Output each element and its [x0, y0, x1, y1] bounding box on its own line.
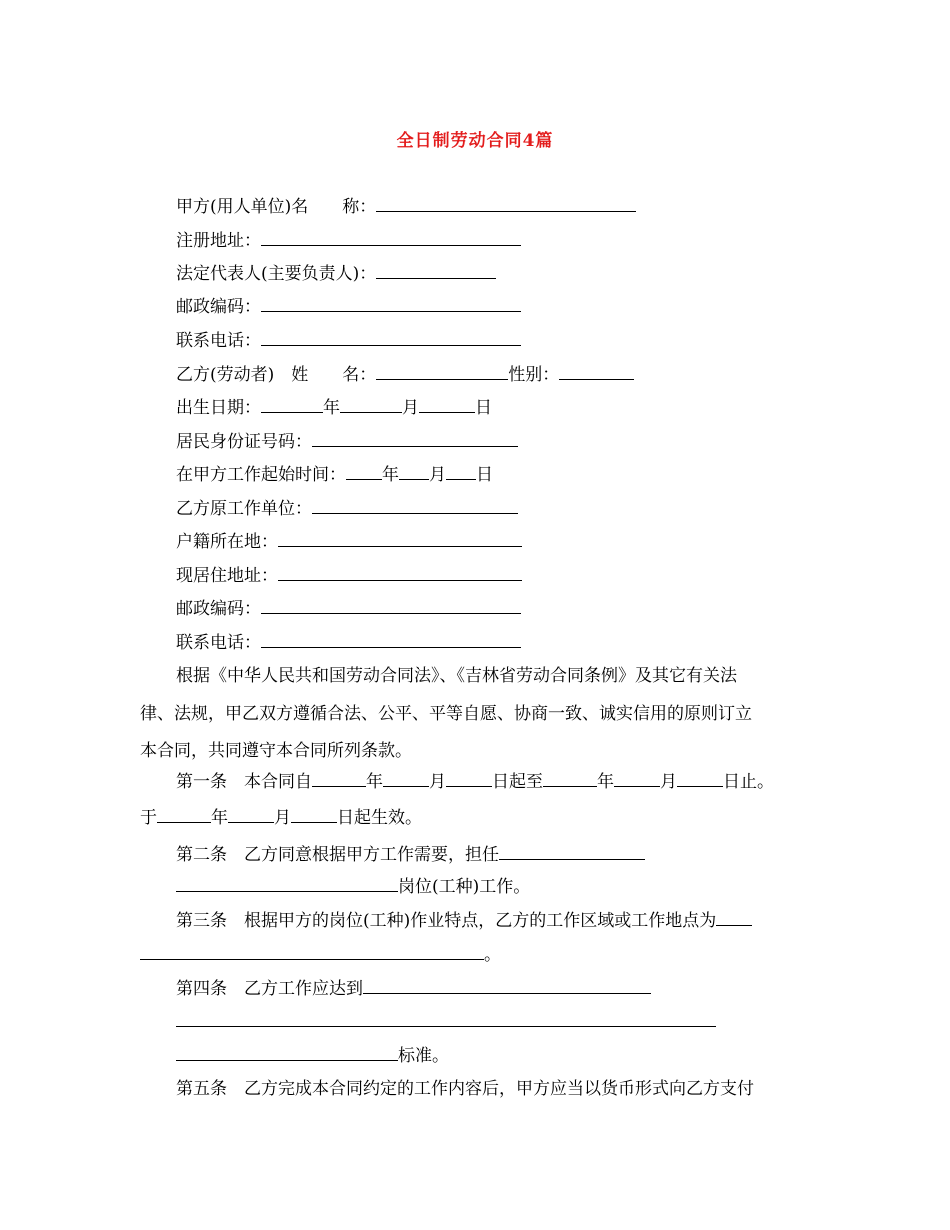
a1-effective-prefix: 于 [140, 808, 157, 828]
postcode-a-blank[interactable] [261, 297, 521, 312]
a4-standard-blank-2[interactable] [176, 1012, 716, 1027]
a1-start-year-blank[interactable] [312, 772, 366, 787]
start-day-unit: 日 [476, 465, 493, 485]
start-time-row [176, 465, 493, 485]
a1-end-year-unit: 年 [597, 772, 614, 792]
article-3-line-2 [140, 945, 501, 965]
a1-end-month-blank[interactable] [614, 772, 660, 787]
a1-start-month-blank[interactable] [383, 772, 429, 787]
birth-date-row [176, 398, 492, 418]
preamble-line-2: 律、法规，甲乙双方遵循合法、公平、平等自愿、协商一致、诚实信用的原则订立 [140, 704, 752, 724]
birth-year-blank[interactable] [261, 398, 323, 413]
a1-end-day-blank[interactable] [677, 772, 723, 787]
prev-employer-row [176, 499, 518, 519]
a1-eff-month-unit: 月 [274, 808, 291, 828]
article-1-line-1 [176, 772, 774, 792]
phone-a-row [176, 331, 521, 351]
postcode-a-label: 邮政编码： [176, 297, 261, 317]
a1-end-label: 日止。 [723, 772, 774, 792]
article-3-end: 。 [484, 945, 501, 965]
a3-location-blank-2[interactable] [140, 945, 484, 960]
party-b-name-blank[interactable] [376, 365, 508, 380]
household-reg-blank[interactable] [278, 532, 522, 547]
gender-blank[interactable] [559, 365, 634, 380]
id-number-blank[interactable] [312, 432, 518, 447]
article-1-line-2 [140, 808, 422, 828]
postcode-b-blank[interactable] [261, 599, 521, 614]
reg-address-blank[interactable] [261, 231, 521, 246]
phone-b-label: 联系电话： [176, 633, 261, 653]
article-3-text: 第三条 根据甲方的岗位(工种)作业特点，乙方的工作区域或工作地点为 [176, 911, 717, 931]
a1-effective-end: 日起生效。 [337, 808, 422, 828]
a4-standard-blank-1[interactable] [363, 979, 651, 994]
a3-location-blank-1[interactable] [716, 911, 752, 926]
household-reg-label: 户籍所在地： [176, 532, 278, 552]
party-b-name-label: 乙方(劳动者) 姓 名： [176, 365, 377, 385]
article-4-line-2 [176, 1012, 716, 1032]
gender-label: 性别： [508, 365, 560, 385]
article-2-line-1 [176, 845, 645, 865]
birth-day-blank[interactable] [419, 398, 475, 413]
birth-month-blank[interactable] [340, 398, 402, 413]
current-address-label: 现居住地址： [176, 566, 278, 586]
a1-start-year-unit: 年 [366, 772, 383, 792]
article-4-end: 标准。 [398, 1046, 449, 1066]
household-reg-row [176, 532, 522, 552]
start-month-blank[interactable] [399, 465, 429, 480]
a1-eff-month-blank[interactable] [228, 808, 274, 823]
current-address-row [176, 566, 522, 586]
party-a-name-row [176, 197, 636, 217]
phone-a-blank[interactable] [261, 331, 521, 346]
prev-employer-blank[interactable] [312, 499, 518, 514]
start-year-unit: 年 [382, 465, 399, 485]
article-2-line-2 [176, 877, 530, 897]
prev-employer-label: 乙方原工作单位： [176, 499, 312, 519]
birth-date-label: 出生日期： [176, 398, 261, 418]
a1-start-day-blank[interactable] [446, 772, 492, 787]
phone-b-blank[interactable] [261, 633, 521, 648]
a2-position-blank-2[interactable] [176, 877, 398, 892]
postcode-b-label: 邮政编码： [176, 599, 261, 619]
a2-position-blank-1[interactable] [499, 845, 645, 860]
start-year-blank[interactable] [346, 465, 382, 480]
start-time-label: 在甲方工作起始时间： [176, 465, 346, 485]
article-2-text: 第二条 乙方同意根据甲方工作需要，担任 [176, 845, 499, 865]
article-1-prefix: 第一条 本合同自 [176, 772, 312, 792]
preamble-line-3: 本合同，共同遵守本合同所列条款。 [140, 741, 412, 761]
current-address-blank[interactable] [278, 566, 522, 581]
a1-eff-day-blank[interactable] [291, 808, 337, 823]
birth-month-unit: 月 [402, 398, 419, 418]
a4-standard-blank-3[interactable] [176, 1046, 398, 1061]
legal-rep-label: 法定代表人(主要负责人)： [176, 264, 377, 284]
id-number-label: 居民身份证号码： [176, 432, 312, 452]
postcode-b-row [176, 599, 521, 619]
start-month-unit: 月 [429, 465, 446, 485]
a1-start-month-unit: 月 [429, 772, 446, 792]
phone-b-row [176, 633, 521, 653]
article-5-line-1: 第五条 乙方完成本合同约定的工作内容后，甲方应当以货币形式向乙方支付 [176, 1079, 754, 1099]
legal-rep-row [176, 264, 496, 284]
a1-end-year-blank[interactable] [543, 772, 597, 787]
article-4-line-3 [176, 1046, 449, 1066]
article-3-line-1 [176, 911, 752, 931]
a1-end-month-unit: 月 [660, 772, 677, 792]
legal-rep-blank[interactable] [376, 264, 496, 279]
party-a-name-label: 甲方(用人单位)名 称： [176, 197, 377, 217]
id-number-row [176, 432, 518, 452]
article-2-end: 岗位(工种)工作。 [398, 877, 531, 897]
a1-eff-year-blank[interactable] [157, 808, 211, 823]
postcode-a-row [176, 297, 521, 317]
reg-address-row [176, 231, 521, 251]
article-4-text: 第四条 乙方工作应达到 [176, 979, 363, 999]
preamble-line-1: 根据《中华人民共和国劳动合同法》、《吉林省劳动合同条例》及其它有关法 [176, 666, 737, 686]
document-title: 全日制劳动合同4篇 [396, 131, 554, 151]
birth-year-unit: 年 [323, 398, 340, 418]
article-4-line-1 [176, 979, 651, 999]
reg-address-label: 注册地址： [176, 231, 261, 251]
party-b-row [176, 365, 634, 385]
a1-to-label: 日起至 [492, 772, 543, 792]
start-day-blank[interactable] [446, 465, 476, 480]
party-a-name-blank[interactable] [376, 197, 636, 212]
phone-a-label: 联系电话： [176, 331, 261, 351]
birth-day-unit: 日 [475, 398, 492, 418]
a1-eff-year-unit: 年 [211, 808, 228, 828]
